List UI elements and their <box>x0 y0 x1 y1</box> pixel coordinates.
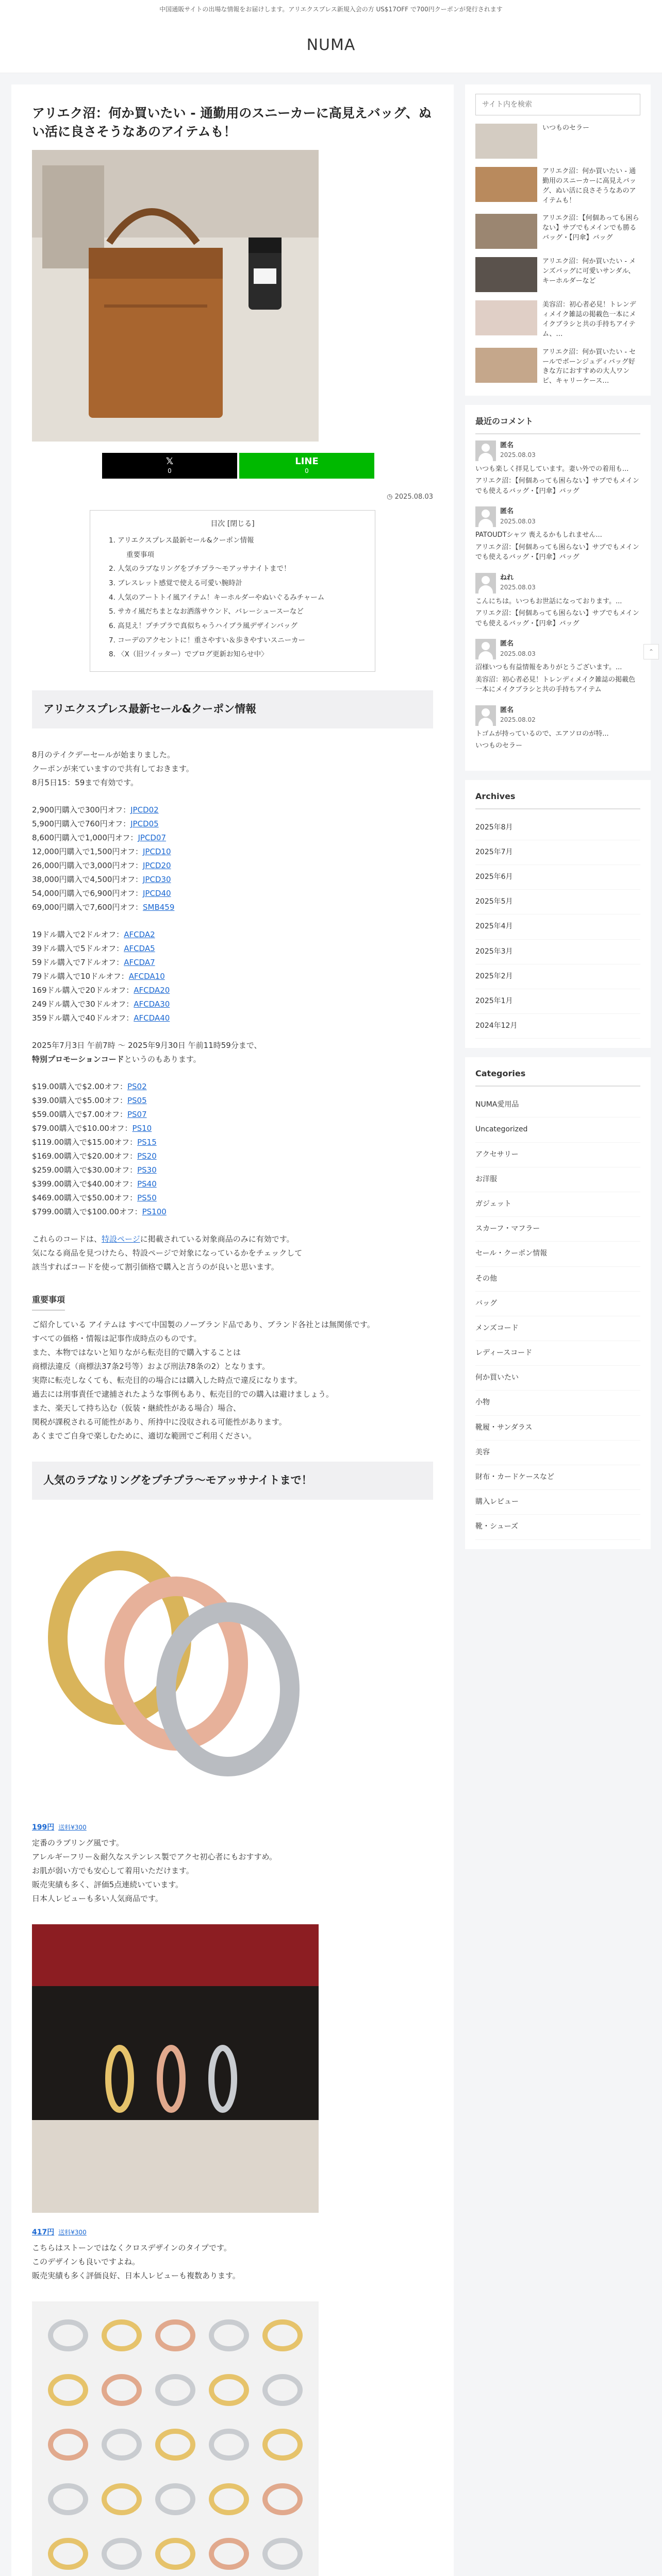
coupon-row <box>32 956 433 970</box>
category-link[interactable]: Uncategorized <box>475 1117 640 1142</box>
category-link[interactable]: NUMA愛用品 <box>475 1093 640 1117</box>
toc-item <box>109 605 363 619</box>
coupon-row <box>32 942 433 956</box>
sidebar-post-title[interactable]: アリエク沼：何か買いたい - 通勤用のスニーカーに高見えバッグ、ぬい活に良さそうなあのアイテムも！ <box>542 167 636 205</box>
comment-date: 2025.08.03 <box>500 584 536 591</box>
sidebar-post-thumbnail[interactable] <box>475 348 537 383</box>
comment-author: ねれ <box>500 573 514 582</box>
coupon-condition: 54,000円購入で6,900円オフ： <box>32 888 143 898</box>
coupon-code-link[interactable]: JPCD10 <box>142 846 171 856</box>
coupon-list-promo <box>32 1080 433 1219</box>
coupon-row <box>32 845 433 859</box>
comment-item <box>475 705 640 751</box>
important-line: また、本物ではないと知りながら転売目的で購入することは <box>32 1347 241 1357</box>
share-x-button[interactable] <box>102 453 237 479</box>
sale-intro-line: クーポンが来ていますので共有しておきます。 <box>32 764 194 773</box>
comment-author: 匿名 <box>500 507 514 516</box>
toc-title[interactable]: 目次 [閉じる] <box>210 519 255 528</box>
toc-link[interactable]: 2. 人気のラブなリングをプチプラ〜モアッサナイトまで！ <box>109 565 291 573</box>
note-post: に掲載されている対象商品のみに有効です。 <box>140 1234 294 1244</box>
toc-item <box>109 577 363 591</box>
comment-author-row <box>475 506 640 527</box>
coupon-code-link[interactable]: SMB459 <box>142 902 175 912</box>
coupon-row <box>32 1205 433 1219</box>
comment-author-row <box>475 440 640 461</box>
top-notice-bar <box>0 0 662 18</box>
product-desc-line: 販売実績も多く、評価5点連続いています。 <box>32 1879 184 1889</box>
comment-post-link[interactable]: アリエク沼：【何個あっても困らない】サブでもメインでも使えるバッグ・【円傘】バッグ <box>475 477 639 495</box>
toc-link[interactable]: 5. サカイ風だちまとなお洒落サウンド、バレーシュースーなど <box>109 607 304 616</box>
promo-rest: というのもあります。 <box>124 1054 201 1064</box>
clock-icon: ◷ <box>387 493 393 501</box>
category-link[interactable]: 靴・シューズ <box>475 1515 640 1539</box>
category-link[interactable]: スカーフ・マフラー <box>475 1217 640 1242</box>
sidebar-post-thumbnail[interactable] <box>475 300 537 335</box>
archive-link[interactable]: 2025年3月 <box>475 940 640 964</box>
sidebar-post-thumbnail[interactable] <box>475 167 537 202</box>
important-line: 過去には刑事責任で逮捕されたような事例もあり、転売目的での購入は避けましょう。 <box>32 1389 334 1399</box>
comment-author-row <box>475 639 640 659</box>
top-notice-text: 中国通販サイトの出場な情報をお届けします。アリエクスプレス新規入会の方 US$17OFF で700円クーポンが発行されます <box>159 6 503 13</box>
comment-meta <box>500 440 536 461</box>
product-desc-line: お肌が弱い方でも安心して着用いただけます。 <box>32 1866 194 1875</box>
product-image-ring-3[interactable] <box>32 2301 319 2576</box>
coupon-condition: $399.00購入で$40.00オフ： <box>32 1179 138 1189</box>
post-date-text: 2025.08.03 <box>394 493 433 501</box>
coupon-condition: 12,000円購入で1,500円オフ： <box>32 846 143 856</box>
important-line: ご紹介している アイテムは すべて中国製のノーブランド品であり、ブランド各社とは無関係です。 <box>32 1319 375 1329</box>
product-image-ring-1[interactable] <box>32 1519 319 1808</box>
category-link[interactable]: 美容 <box>475 1440 640 1465</box>
product-desc-line: 定番のラブリング風です。 <box>32 1838 124 1848</box>
sidebar-post-title[interactable]: アリエク沼：何か買いたい - セールでボーンジュディバッグ好きな方におすすめの大人ワンピ、キャリーケース… <box>542 348 636 385</box>
category-link[interactable]: 何か買いたい <box>475 1366 640 1391</box>
promo-bold: 特別プロモーションコード <box>32 1054 124 1064</box>
sidebar-post-title[interactable]: アリエク沼：【何個あっても困らない】サブでもメインでも勝るバッグ・【円傘】バッグ <box>542 214 639 242</box>
sidebar-post-item[interactable] <box>475 300 640 339</box>
promo-line-1: 2025年7月3日 午前7時 〜 2025年9月30日 午前11時59分まで、 <box>32 1040 262 1050</box>
comment-excerpt: PATOUDTシャツ 喪えるかもしれません... <box>475 531 602 539</box>
sale-intro <box>32 748 433 790</box>
product-price-link[interactable]: 199円 <box>32 1823 55 1832</box>
category-link[interactable]: 小物 <box>475 1391 640 1415</box>
coupon-list-dollar <box>32 928 433 1025</box>
section-heading-sale: アリエクスプレス最新セール&クーポン情報 <box>32 690 433 728</box>
x-logo-icon: 𝕏 <box>166 455 174 467</box>
coupon-row <box>32 1080 433 1094</box>
product-shipping: 送料¥300 <box>58 2228 87 2236</box>
toc-link[interactable]: 1. アリエクスプレス最新セール&クーポン情報 <box>109 536 254 545</box>
important-line: すべての価格・情報は記事作成時点のものです。 <box>32 1333 202 1343</box>
share-buttons <box>102 453 374 479</box>
archive-link[interactable]: 2025年4月 <box>475 914 640 939</box>
eyecatch-image <box>32 150 319 442</box>
archive-link[interactable]: 2025年5月 <box>475 890 640 914</box>
note-line-2: 気になる商品を見つけたら、特設ページで対象になっているかをチェックして <box>32 1248 303 1258</box>
product-block-1 <box>32 1821 433 1906</box>
coupon-code-link[interactable]: PS10 <box>132 1123 152 1133</box>
post-title: アリエク沼：何か買いたい - 通勤用のスニーカーに高見えバッグ、ぬい活に良さそうなあのアイテムも！ <box>32 106 432 140</box>
toc-item <box>109 619 363 634</box>
coupon-row <box>32 873 433 887</box>
comment-author-row <box>475 573 640 594</box>
avatar <box>475 639 496 659</box>
coupon-condition: $799.00購入で$100.00オフ： <box>32 1207 142 1216</box>
archive-link[interactable]: 2025年7月 <box>475 840 640 865</box>
comment-item <box>475 506 640 563</box>
comment-author: 匿名 <box>500 441 514 449</box>
sidebar-post-thumbnail[interactable] <box>475 124 537 159</box>
note-pre: これらのコードは、 <box>32 1234 102 1244</box>
coupon-condition: 5,900円購入で760円オフ： <box>32 819 131 828</box>
search-widget <box>465 84 651 396</box>
coupon-code-link[interactable]: JPCD07 <box>138 833 167 842</box>
archive-link[interactable]: 2025年2月 <box>475 964 640 989</box>
coupon-code-link[interactable]: AFCDA10 <box>128 971 165 981</box>
coupon-condition: 169ドル購入で20ドルオフ： <box>32 985 134 995</box>
site-header <box>0 18 662 73</box>
archives-list <box>475 816 640 1039</box>
comment-date: 2025.08.03 <box>500 517 536 525</box>
coupon-condition: 39ドル購入で5ドルオフ： <box>32 943 124 953</box>
toc-link[interactable]: 7. コーデのアクセントに！重さやすい＆歩きやすいスニーカー <box>109 636 305 645</box>
comment-date: 2025.08.02 <box>500 716 536 724</box>
important-line: 商標法違反（商標法37条2号等）および刑法78条の2）となります。 <box>32 1361 270 1371</box>
coupon-condition: $119.00購入で$15.00オフ： <box>32 1137 138 1147</box>
coupon-code-link[interactable]: PS30 <box>137 1165 157 1175</box>
coupon-condition: 69,000円購入で7,600円オフ： <box>32 902 143 912</box>
coupon-code-link[interactable]: PS07 <box>127 1109 147 1119</box>
coupon-row <box>32 1136 433 1149</box>
site-search-input[interactable] <box>475 94 640 115</box>
toc-link[interactable]: 4. 人気のアートトイ風アイテム！キーホルダーやぬいぐるみチャーム <box>109 593 325 602</box>
product-shipping: 送料¥300 <box>58 1823 87 1831</box>
comment-date: 2025.08.03 <box>500 451 536 459</box>
toc-list <box>109 534 363 662</box>
coupon-condition: 19ドル購入で2ドルオフ： <box>32 929 124 939</box>
toc-item <box>126 548 363 563</box>
chevron-up-icon: ⌃ <box>648 648 654 655</box>
important-line: また、楽天して持ち込む（仮装・継続性がある場合）場合、 <box>32 1403 241 1413</box>
coupon-code-link[interactable]: AFCDA5 <box>124 943 155 953</box>
categories-list <box>475 1093 640 1539</box>
sidebar-post-title[interactable]: アリエク沼：何か買いたい - メンズバッグに可愛いサンダル、キーホルダーなど <box>542 258 636 285</box>
coupon-row <box>32 1149 433 1163</box>
important-line: 実際に転売しなくても、転売目的の場合には購入した時点で違反になります。 <box>32 1375 302 1385</box>
toc-item <box>109 634 363 648</box>
toc-item <box>109 562 363 577</box>
comment-excerpt: こんにちは。いつもお世話になっております。... <box>475 597 622 605</box>
avatar <box>475 440 496 461</box>
comment-post-link[interactable]: アリエク沼：【何個あっても困らない】サブでもメインでも使えるバッグ・【円傘】バッグ <box>475 543 639 562</box>
archive-link[interactable]: 2025年6月 <box>475 865 640 890</box>
category-link[interactable]: メンズコード <box>475 1316 640 1341</box>
coupon-condition: 359ドル購入で40ドルオフ： <box>32 1013 134 1023</box>
product-image-ring-2[interactable] <box>32 1924 319 2213</box>
coupon-row <box>32 1191 433 1205</box>
sidebar-post-item[interactable] <box>475 214 640 249</box>
comment-excerpt: 沼様いつも有益情報をありがとうございます。... <box>475 664 622 672</box>
category-link[interactable]: バッグ <box>475 1292 640 1316</box>
category-link[interactable]: アクセサリー <box>475 1143 640 1167</box>
coupon-code-link[interactable]: PS100 <box>142 1207 167 1216</box>
coupon-row <box>32 997 433 1011</box>
coupon-condition: 79ドル購入で10ドルオフ： <box>32 971 129 981</box>
coupon-row <box>32 984 433 997</box>
coupon-row <box>32 1108 433 1122</box>
avatar <box>475 506 496 527</box>
note-line-3: 該当すればコードを使って割引価格で購入と言うのが良いと思います。 <box>32 1262 279 1272</box>
coupon-code-link[interactable]: PS15 <box>137 1137 157 1147</box>
category-link[interactable]: 靴履・サンダラス <box>475 1416 640 1440</box>
coupon-condition: 26,000円購入で3,000円オフ： <box>32 860 143 870</box>
sidebar-post-item[interactable] <box>475 167 640 206</box>
coupon-row <box>32 859 433 873</box>
category-link[interactable]: 財布・カードケースなど <box>475 1465 640 1490</box>
coupon-code-link[interactable]: PS40 <box>137 1179 157 1189</box>
comment-meta <box>500 639 536 659</box>
coupon-note <box>32 1232 433 1274</box>
coupon-condition: $59.00購入で$7.00オフ： <box>32 1109 127 1119</box>
category-link[interactable]: 購入レビュー <box>475 1490 640 1515</box>
recent-comments-title: 最近のコメント <box>475 414 640 434</box>
coupon-code-link[interactable]: PS50 <box>137 1193 157 1202</box>
special-page-link[interactable]: 特設ページ <box>102 1234 140 1244</box>
product-desc-line: こちらはストーンではなくクロスデザインのタイプです。 <box>32 2243 231 2252</box>
coupon-code-link[interactable]: JPCD20 <box>142 860 171 870</box>
avatar <box>475 705 496 726</box>
coupon-row <box>32 817 433 831</box>
sidebar-post-title[interactable]: 美容沼：初心者必見！トレンディメイク雑誌の掲載色一本にメイクブラシと共の手持ちアイテム、… <box>542 301 636 338</box>
coupon-row <box>32 1011 433 1025</box>
site-title[interactable]: NUMA <box>306 36 356 54</box>
toc-item <box>109 591 363 605</box>
comment-excerpt: いつも楽しく拝見しています。妻い外での着用も... <box>475 465 629 473</box>
share-line-count: 0 <box>305 467 309 475</box>
comment-post-link[interactable]: 美容沼：初心者必見！トレンディメイク雑誌の掲載色一本にメイクブラシと共の手持ちアイテム <box>475 675 636 694</box>
category-link[interactable]: セール・クーポン情報 <box>475 1242 640 1266</box>
product-desc-line: 日本人レビューも多い人気商品です。 <box>32 1893 163 1903</box>
coupon-row <box>32 970 433 984</box>
comment-post-link[interactable]: アリエク沼：【何個あっても困らない】サブでもメインでも使えるバッグ・【円傘】バッグ <box>475 609 639 628</box>
sidebar-post-item[interactable] <box>475 348 640 386</box>
product-price-row <box>32 1821 433 1834</box>
coupon-condition: $79.00購入で$10.00オフ： <box>32 1123 133 1133</box>
archive-link[interactable]: 2025年8月 <box>475 816 640 840</box>
comment-date: 2025.08.03 <box>500 650 536 657</box>
toc-link[interactable]: 6. 高見え！プチプラで真似ちゃうハイブラ風デザインバッグ <box>109 622 297 631</box>
archive-link[interactable]: 2024年12月 <box>475 1014 640 1039</box>
category-link[interactable]: ガジェット <box>475 1192 640 1217</box>
important-notes <box>32 1318 433 1443</box>
coupon-code-link[interactable]: PS02 <box>127 1081 147 1091</box>
toc-item <box>109 534 363 548</box>
coupon-code-link[interactable]: PS20 <box>137 1151 157 1161</box>
comment-excerpt: トゴムが持っているので、エアソロのが特... <box>475 730 609 738</box>
toc-link[interactable]: 3. ブレスレット感覚で使える可愛い腕時計 <box>109 579 243 588</box>
sale-intro-line: 8月5日15：59まで有効です。 <box>32 777 139 787</box>
category-link[interactable]: お洋服 <box>475 1167 640 1192</box>
product-desc-line: アレルギーフリー＆耐久なステンレス製でアクセ初心者にもおすすめ。 <box>32 1852 277 1861</box>
coupon-list-yen <box>32 803 433 914</box>
sidebar-post-thumbnail[interactable] <box>475 214 537 249</box>
share-x-count: 0 <box>168 467 172 475</box>
comment-author: 匿名 <box>500 706 514 714</box>
sidebar-post-thumbnail[interactable] <box>475 257 537 292</box>
toc-link[interactable]: 8. 〈X（旧ツイッター）でブログ更新お知らせ中〉 <box>109 650 268 659</box>
table-of-contents <box>90 510 375 672</box>
comment-author: 匿名 <box>500 640 514 648</box>
categories-title: Categories <box>475 1066 640 1087</box>
coupon-row <box>32 831 433 845</box>
recent-comments-list <box>475 440 640 751</box>
comment-item <box>475 639 640 695</box>
sidebar-post-item[interactable] <box>475 124 640 159</box>
product-desc-line: 販売実績も多く評価良好、日本人レビューも複数あります。 <box>32 2270 240 2280</box>
coupon-code-link[interactable]: JPCD30 <box>142 874 171 884</box>
coupon-code-link[interactable]: AFCDA30 <box>134 999 170 1009</box>
sidebar-post-item[interactable] <box>475 257 640 292</box>
important-line: 関税が課税される可能性があり、所持中に没収される可能性があります。 <box>32 1417 287 1427</box>
coupon-row <box>32 1163 433 1177</box>
archives-widget <box>465 780 651 1048</box>
coupon-code-link[interactable]: PS05 <box>127 1095 147 1105</box>
post-date <box>32 491 433 503</box>
sidebar <box>465 84 651 2576</box>
product-desc-line: このデザインも良いですよね。 <box>32 2257 140 2266</box>
categories-widget <box>465 1057 651 1549</box>
toc-item <box>109 648 363 662</box>
coupon-condition: 249ドル購入で30ドルオフ： <box>32 999 134 1009</box>
coupon-code-link[interactable]: JPCD02 <box>130 805 159 815</box>
product-price-row <box>32 2226 433 2239</box>
scroll-top-button[interactable] <box>643 644 659 659</box>
comment-post-link[interactable]: いつものセラー <box>475 742 523 750</box>
coupon-row <box>32 887 433 901</box>
coupon-condition: 8,600円購入で1,000円オフ： <box>32 833 138 842</box>
coupon-condition: $469.00購入で$50.00オフ： <box>32 1193 138 1202</box>
product-price-link[interactable]: 417円 <box>32 2228 55 2236</box>
coupon-row <box>32 1122 433 1136</box>
coupon-row <box>32 803 433 817</box>
coupon-code-link[interactable]: AFCDA20 <box>134 985 170 995</box>
coupon-condition: $259.00購入で$30.00オフ： <box>32 1165 138 1175</box>
share-line-button[interactable] <box>239 453 374 479</box>
important-heading: 重要事項 <box>32 1293 65 1311</box>
coupon-row <box>32 1177 433 1191</box>
coupon-row <box>32 901 433 914</box>
comment-meta <box>500 573 536 594</box>
category-link[interactable]: レディースコード <box>475 1341 640 1366</box>
coupon-condition: $169.00購入で$20.00オフ： <box>32 1151 138 1161</box>
coupon-code-link[interactable]: AFCDA40 <box>134 1013 170 1023</box>
category-link[interactable]: その他 <box>475 1267 640 1292</box>
coupon-row <box>32 928 433 942</box>
coupon-row <box>32 1094 433 1108</box>
recent-comments-widget <box>465 405 651 771</box>
sidebar-post-title[interactable]: いつものセラー <box>542 124 590 132</box>
comment-meta <box>500 506 536 527</box>
article-main <box>11 84 454 2576</box>
archive-link[interactable]: 2025年1月 <box>475 989 640 1014</box>
important-line: あくまでご自身で楽しむために、適切な範囲でご利用ください。 <box>32 1431 257 1440</box>
toc-link[interactable]: 重要事項 <box>126 550 154 559</box>
section-heading-rings: 人気のラブなリングをプチプラ〜モアッサナイトまで！ <box>32 1462 433 1500</box>
comment-item <box>475 573 640 629</box>
avatar <box>475 573 496 594</box>
line-logo-icon: LINE <box>295 455 319 467</box>
coupon-condition: $39.00購入で$5.00オフ： <box>32 1095 127 1105</box>
coupon-condition: $19.00購入で$2.00オフ： <box>32 1081 127 1091</box>
promo-text <box>32 1039 433 1066</box>
coupon-condition: 38,000円購入で4,500円オフ： <box>32 874 143 884</box>
coupon-code-link[interactable]: AFCDA2 <box>124 929 155 939</box>
comment-item <box>475 440 640 497</box>
product-block-2 <box>32 2226 433 2283</box>
coupon-condition: 2,900円購入で300円オフ： <box>32 805 131 815</box>
comment-meta <box>500 705 536 726</box>
archives-title: Archives <box>475 789 640 809</box>
coupon-code-link[interactable]: JPCD05 <box>130 819 159 828</box>
sale-intro-line: 8月のテイクデーセールが始まりました。 <box>32 750 175 759</box>
coupon-code-link[interactable]: JPCD40 <box>142 888 171 898</box>
coupon-code-link[interactable]: AFCDA7 <box>124 957 155 967</box>
comment-author-row <box>475 705 640 726</box>
recent-posts-list <box>475 124 640 386</box>
coupon-condition: 59ドル購入で7ドルオフ： <box>32 957 124 967</box>
